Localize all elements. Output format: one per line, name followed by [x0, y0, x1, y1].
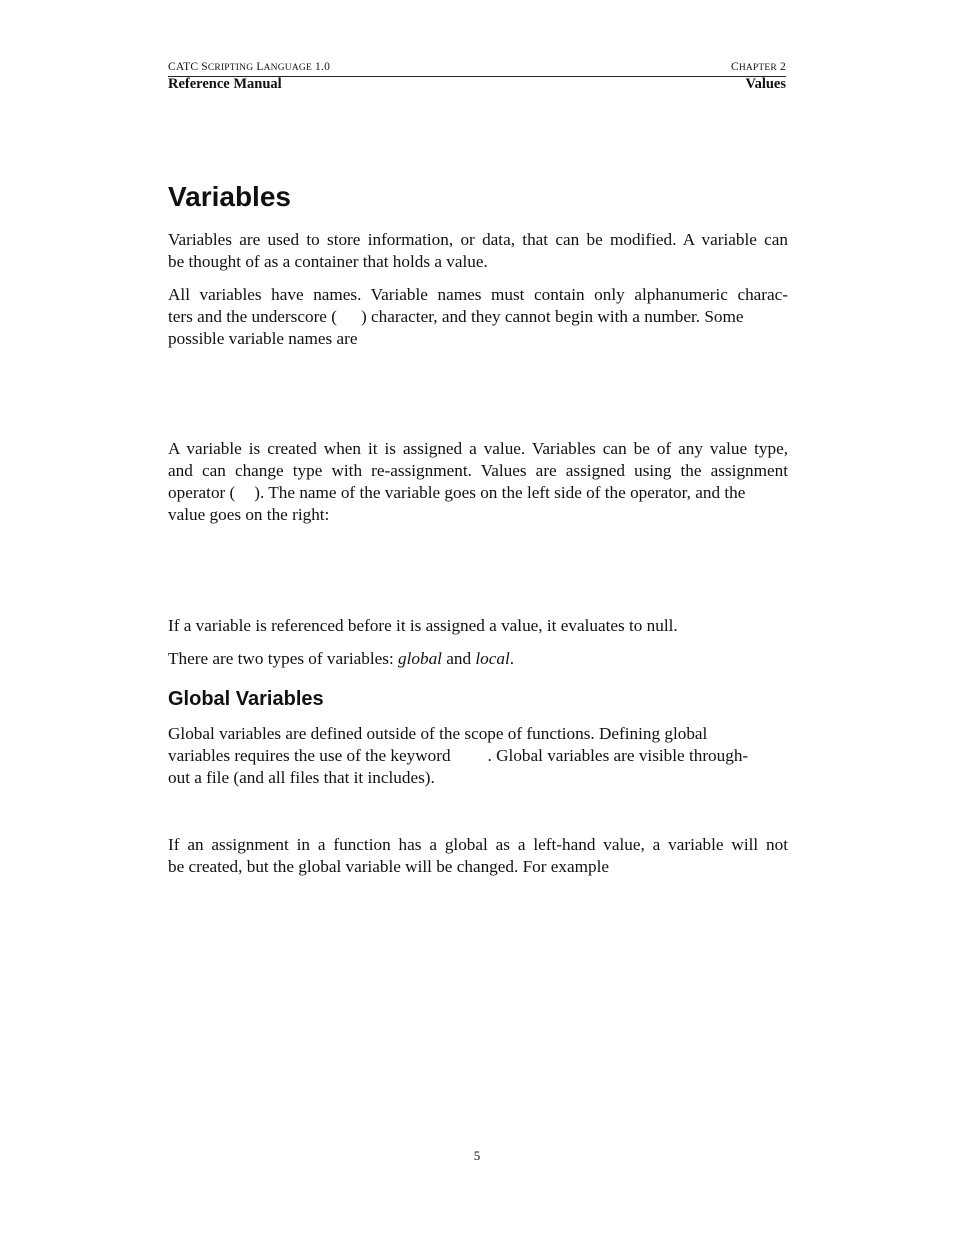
- para-global-line-2: variables requires the use of the keyword . Global variables are visible through-: [168, 746, 749, 765]
- para-intro-line-2: be thought of as a container that holds a value.: [168, 252, 488, 271]
- para-intro-line-1: Variables are used to store information, or data, that can be modified. A variable can: [168, 230, 788, 249]
- section-heading-global-variables: Global Variables: [168, 688, 324, 710]
- term-local: local: [475, 649, 510, 668]
- para-null: If a variable is referenced before it is assigned a value, it evaluates to null.: [168, 616, 678, 635]
- para-names-line-3: possible variable names are: [168, 329, 358, 348]
- para-assign-line-1: A variable is created when it is assigned a value. Variables can be of any value type,: [168, 439, 788, 458]
- para-assign-line-2: and can change type with re-assignment. Values are assigned using the assignment: [168, 461, 788, 480]
- para-assign-line-4: value goes on the right:: [168, 505, 330, 524]
- para-names-line-2: ters and the underscore ( ) character, and they cannot begin with a number. Some: [168, 307, 744, 326]
- header-section-name: Values: [745, 76, 786, 92]
- term-global: global: [398, 649, 442, 668]
- header-chapter: CHAPTER 2: [730, 61, 786, 73]
- para-names-line-1: All variables have names. Variable names must contain only alphanumeric charac-: [168, 285, 788, 304]
- page-title: Variables: [168, 181, 291, 212]
- para-global-line-1: Global variables are defined outside of the scope of functions. Defining global: [168, 724, 708, 743]
- header-doc-title: CATC SCRIPTING LANGUAGE 1.0: [168, 61, 331, 73]
- para-assign-line-3: operator ( ). The name of the variable goes on the left side of the operator, and the: [168, 483, 746, 502]
- para-assign-global-line-2: be created, but the global variable will be changed. For example: [168, 857, 609, 876]
- para-global-line-3: out a file (and all files that it includes).: [168, 768, 435, 787]
- header-manual-name: Reference Manual: [168, 76, 282, 92]
- para-assign-global-line-1: If an assignment in a function has a global as a left-hand value, a variable will not: [168, 835, 788, 854]
- page-number: 5: [473, 1148, 481, 1163]
- para-types: There are two types of variables: global and local.: [168, 649, 515, 668]
